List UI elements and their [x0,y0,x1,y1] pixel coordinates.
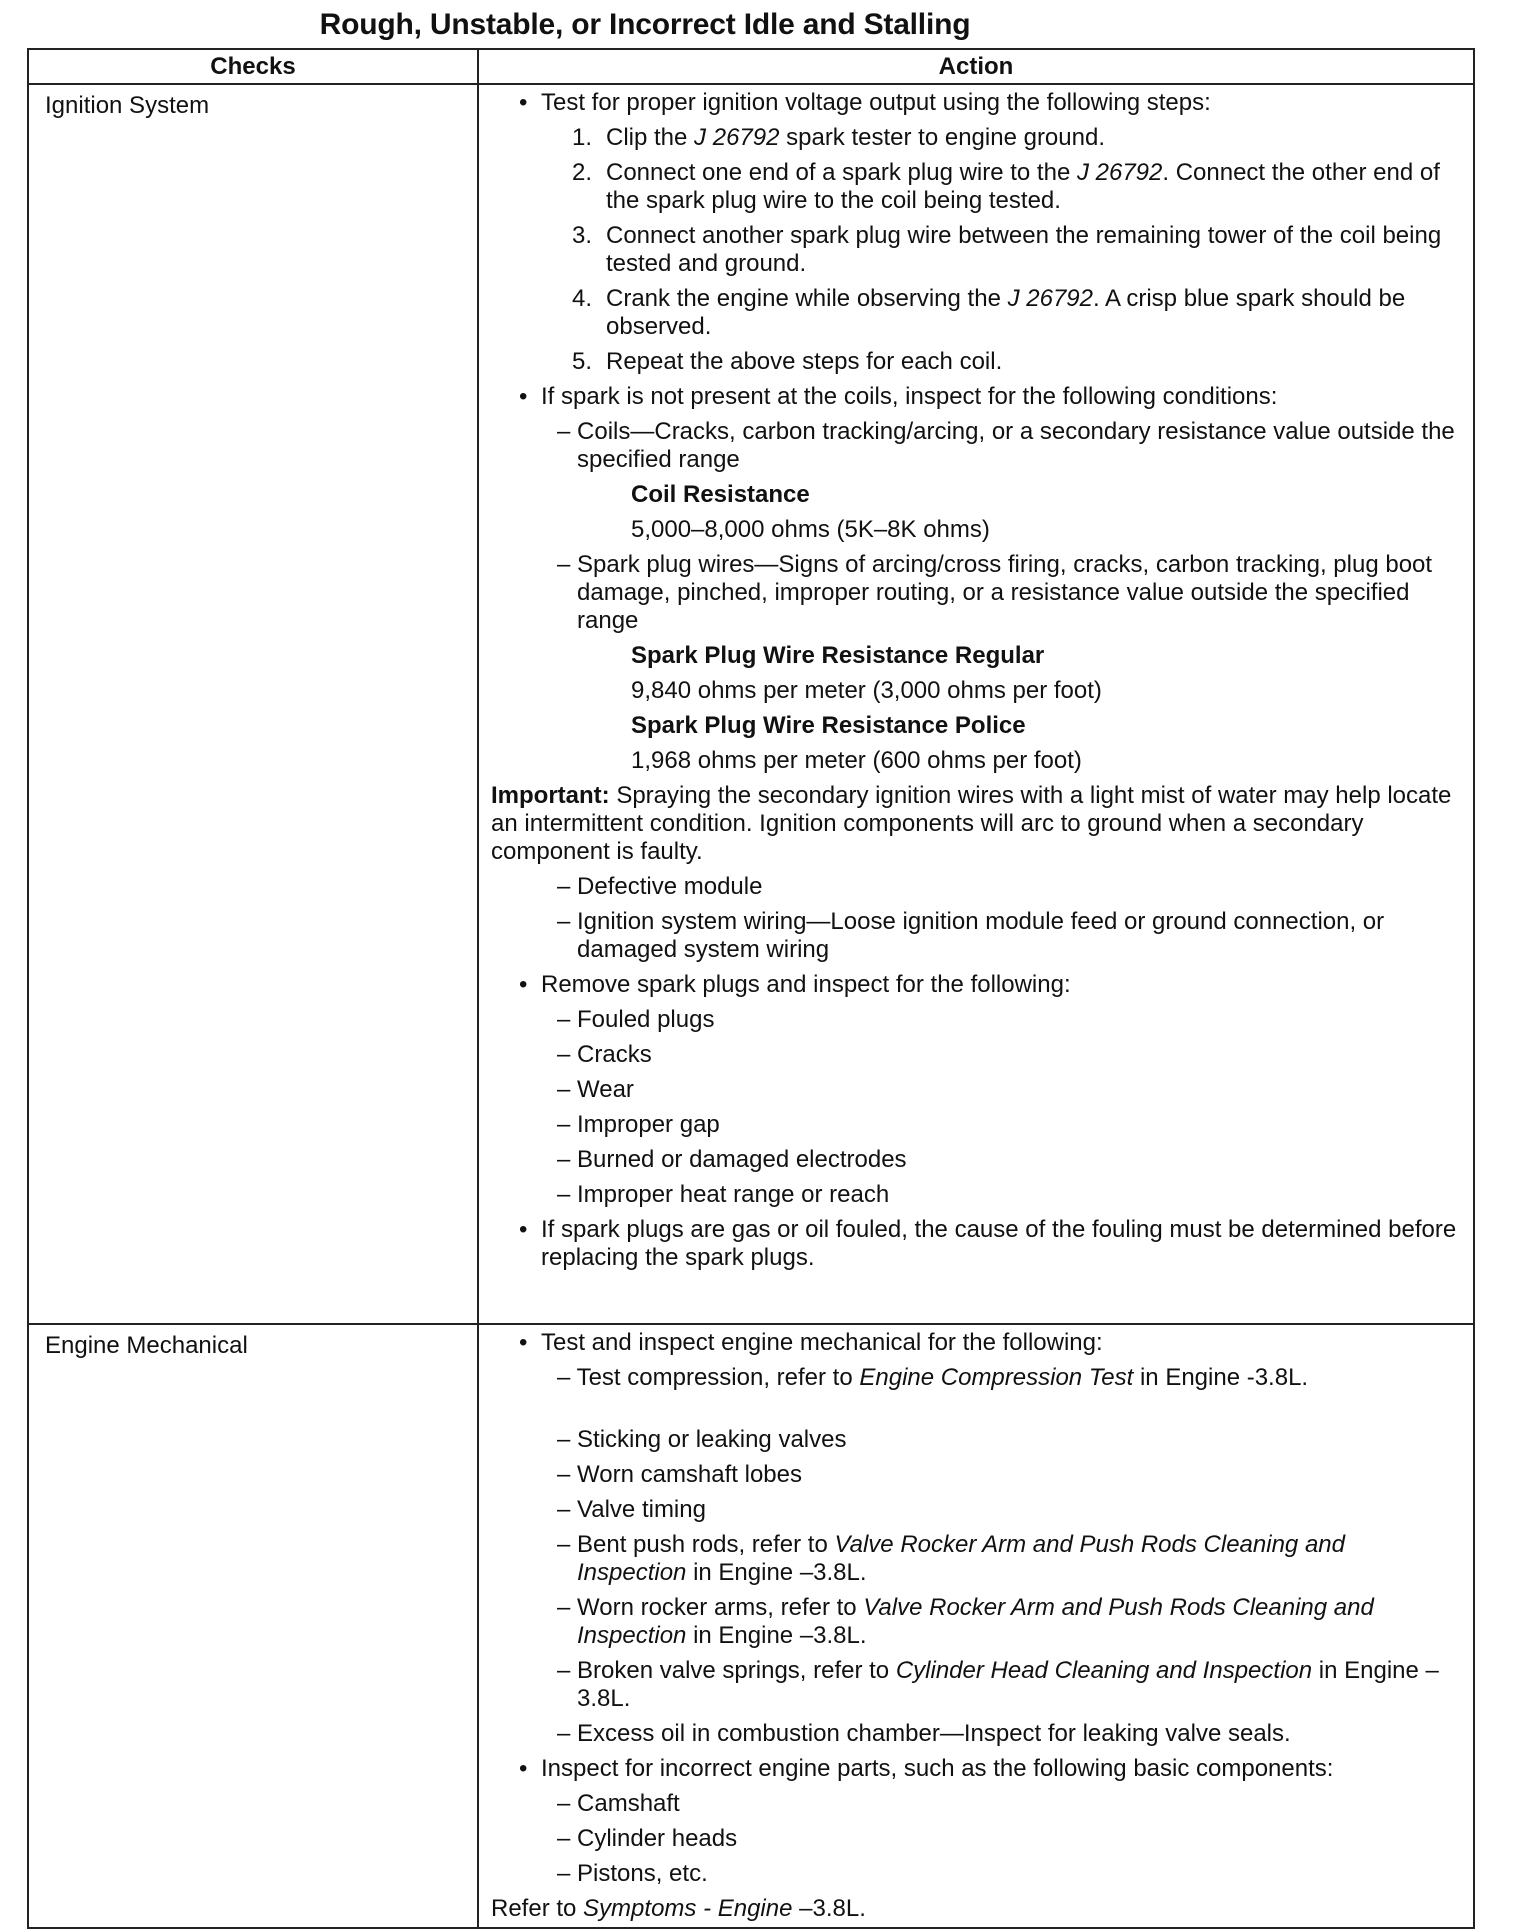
step-item: 2. Connect one end of a spark plug wire to the J 26792. Connect the other end of the spark plug wire to the coil being tested. [572,159,1440,214]
dash-item: – Worn rocker arms, refer to Valve Rocker Arm and Push Rods Cleaning and Inspection in Engine –3.8L. [557,1594,1374,1649]
dash-item: – Excess oil in combustion chamber—Inspect for leaking valve seals. [557,1720,1291,1747]
dash-item: – Spark plug wires—Signs of arcing/cross firing, cracks, carbon tracking, plug boot damage, pinched, improper routing, or a resistance value outside the specified range [557,551,1433,634]
dash-item: – Ignition system wiring—Loose ignition module feed or ground connection, or damaged system wiring [557,908,1385,963]
dash-item: – Valve timing [557,1496,706,1523]
dash-item: – Test compression, refer to Engine Compression Test in Engine -3.8L. [557,1364,1309,1391]
header-checks: Checks [28,49,478,84]
spec-label: Coil Resistance [631,481,810,508]
dash-item: – Burned or damaged electrodes [557,1146,907,1173]
check-ignition-system: Ignition System [28,84,478,1324]
page-title: Rough, Unstable, or Incorrect Idle and Stalling [319,8,971,41]
step-item: 1. Clip the J 26792 spark tester to engine ground. [572,124,1105,151]
check-engine-mechanical: Engine Mechanical [28,1324,478,1928]
diagnostic-table [27,48,1475,1929]
bullet-item: • Test for proper ignition voltage output using the following steps: [491,89,1459,117]
dash-item: – Camshaft [557,1790,680,1817]
dash-item: – Wear [557,1076,634,1103]
table-row [28,1324,1474,1928]
bullet-item: • Test and inspect engine mechanical for the following: [491,1329,1459,1357]
dash-item: – Cylinder heads [557,1825,738,1852]
refer-note: Refer to Symptoms - Engine –3.8L. [491,1895,866,1922]
dash-item: – Worn camshaft lobes [557,1461,803,1488]
spec-value: 1,968 ohms per meter (600 ohms per foot) [631,747,1082,774]
step-item: 3. Connect another spark plug wire between the remaining tower of the coil being tested and ground. [572,222,1442,277]
spec-value: 5,000–8,000 ohms (5K–8K ohms) [631,516,990,543]
dash-item: – Sticking or leaking valves [557,1426,847,1453]
dash-item: – Cracks [557,1041,652,1068]
step-item: 4. Crank the engine while observing the J 26792. A crisp blue spark should be observed. [572,285,1406,340]
dash-item: – Bent push rods, refer to Valve Rocker Arm and Push Rods Cleaning and Inspection in Engine –3.8L. [557,1531,1345,1586]
dash-item: – Defective module [557,873,763,900]
spec-label: Spark Plug Wire Resistance Police [631,712,1026,739]
dash-item: – Improper heat range or reach [557,1181,890,1208]
spec-value: 9,840 ohms per meter (3,000 ohms per foot) [631,677,1102,704]
dash-item: – Coils—Cracks, carbon tracking/arcing, or a secondary resistance value outside the specified range [557,418,1455,473]
dash-item: – Improper gap [557,1111,720,1138]
dash-item: – Broken valve springs, refer to Cylinder Head Cleaning and Inspection in Engine –3.8L. [557,1657,1439,1712]
bullet-item: • If spark plugs are gas or oil fouled, the cause of the fouling must be determined before replacing the spark plugs. [491,1216,1459,1272]
header-action: Action [478,49,1474,84]
table-row [28,84,1474,1324]
bullet-item: • Inspect for incorrect engine parts, such as the following basic components: [491,1755,1459,1783]
bullet-item: • Remove spark plugs and inspect for the following: [491,971,1459,999]
bullet-item: • If spark is not present at the coils, inspect for the following conditions: [491,383,1459,411]
action-engine-mechanical [478,1324,1474,1928]
header-row [28,49,1474,84]
important-note: Important: Spraying the secondary ignition wires with a light mist of water may help locate an intermittent condition. Ignition components will arc to ground when a secondary component is faulty. [491,782,1452,865]
dash-item: – Fouled plugs [557,1006,715,1033]
action-ignition-system [478,84,1474,1324]
step-item: 5. Repeat the above steps for each coil. [572,348,1003,375]
spec-label: Spark Plug Wire Resistance Regular [631,642,1045,669]
dash-item: – Pistons, etc. [557,1860,708,1887]
